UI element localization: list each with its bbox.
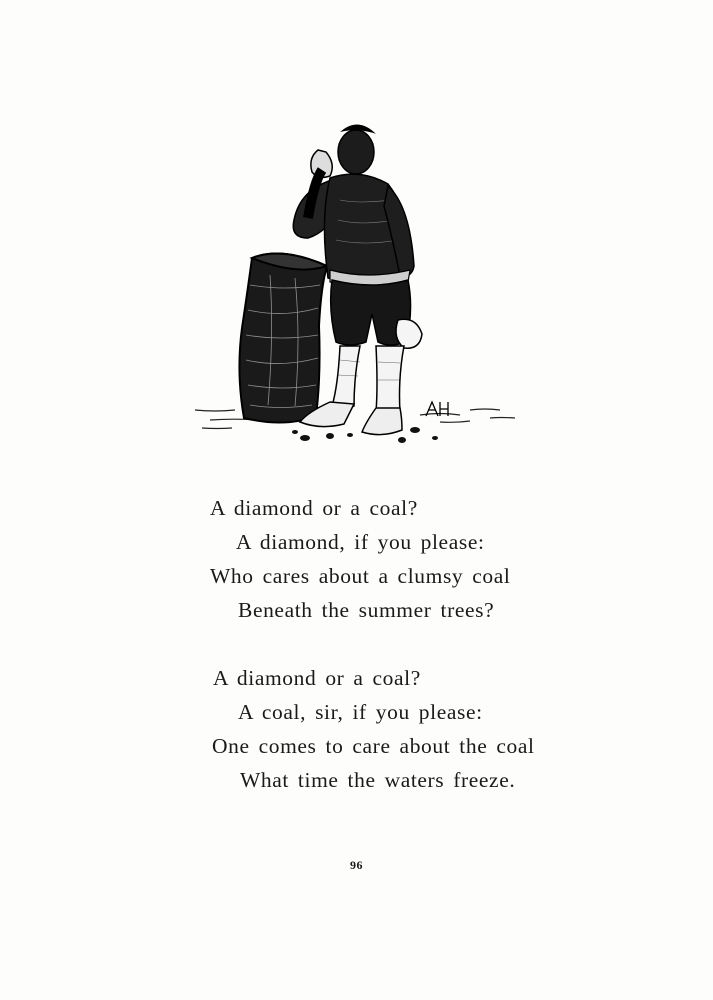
poem-line: A diamond or a coal? [213, 666, 421, 690]
poem-line: A diamond, if you please: [236, 530, 485, 554]
poem-line: Who cares about a clumsy coal [210, 564, 511, 588]
poem-line: Beneath the summer trees? [238, 598, 495, 622]
poem-line: A coal, sir, if you please: [238, 700, 483, 724]
coal-sack [239, 254, 327, 423]
page-number: 96 [350, 858, 363, 872]
coal-porter-illustration [190, 110, 530, 455]
poem-line: What time the waters freeze. [240, 768, 516, 792]
poem-line: One comes to care about the coal [212, 734, 535, 758]
poem-line: A diamond or a coal? [210, 496, 418, 520]
